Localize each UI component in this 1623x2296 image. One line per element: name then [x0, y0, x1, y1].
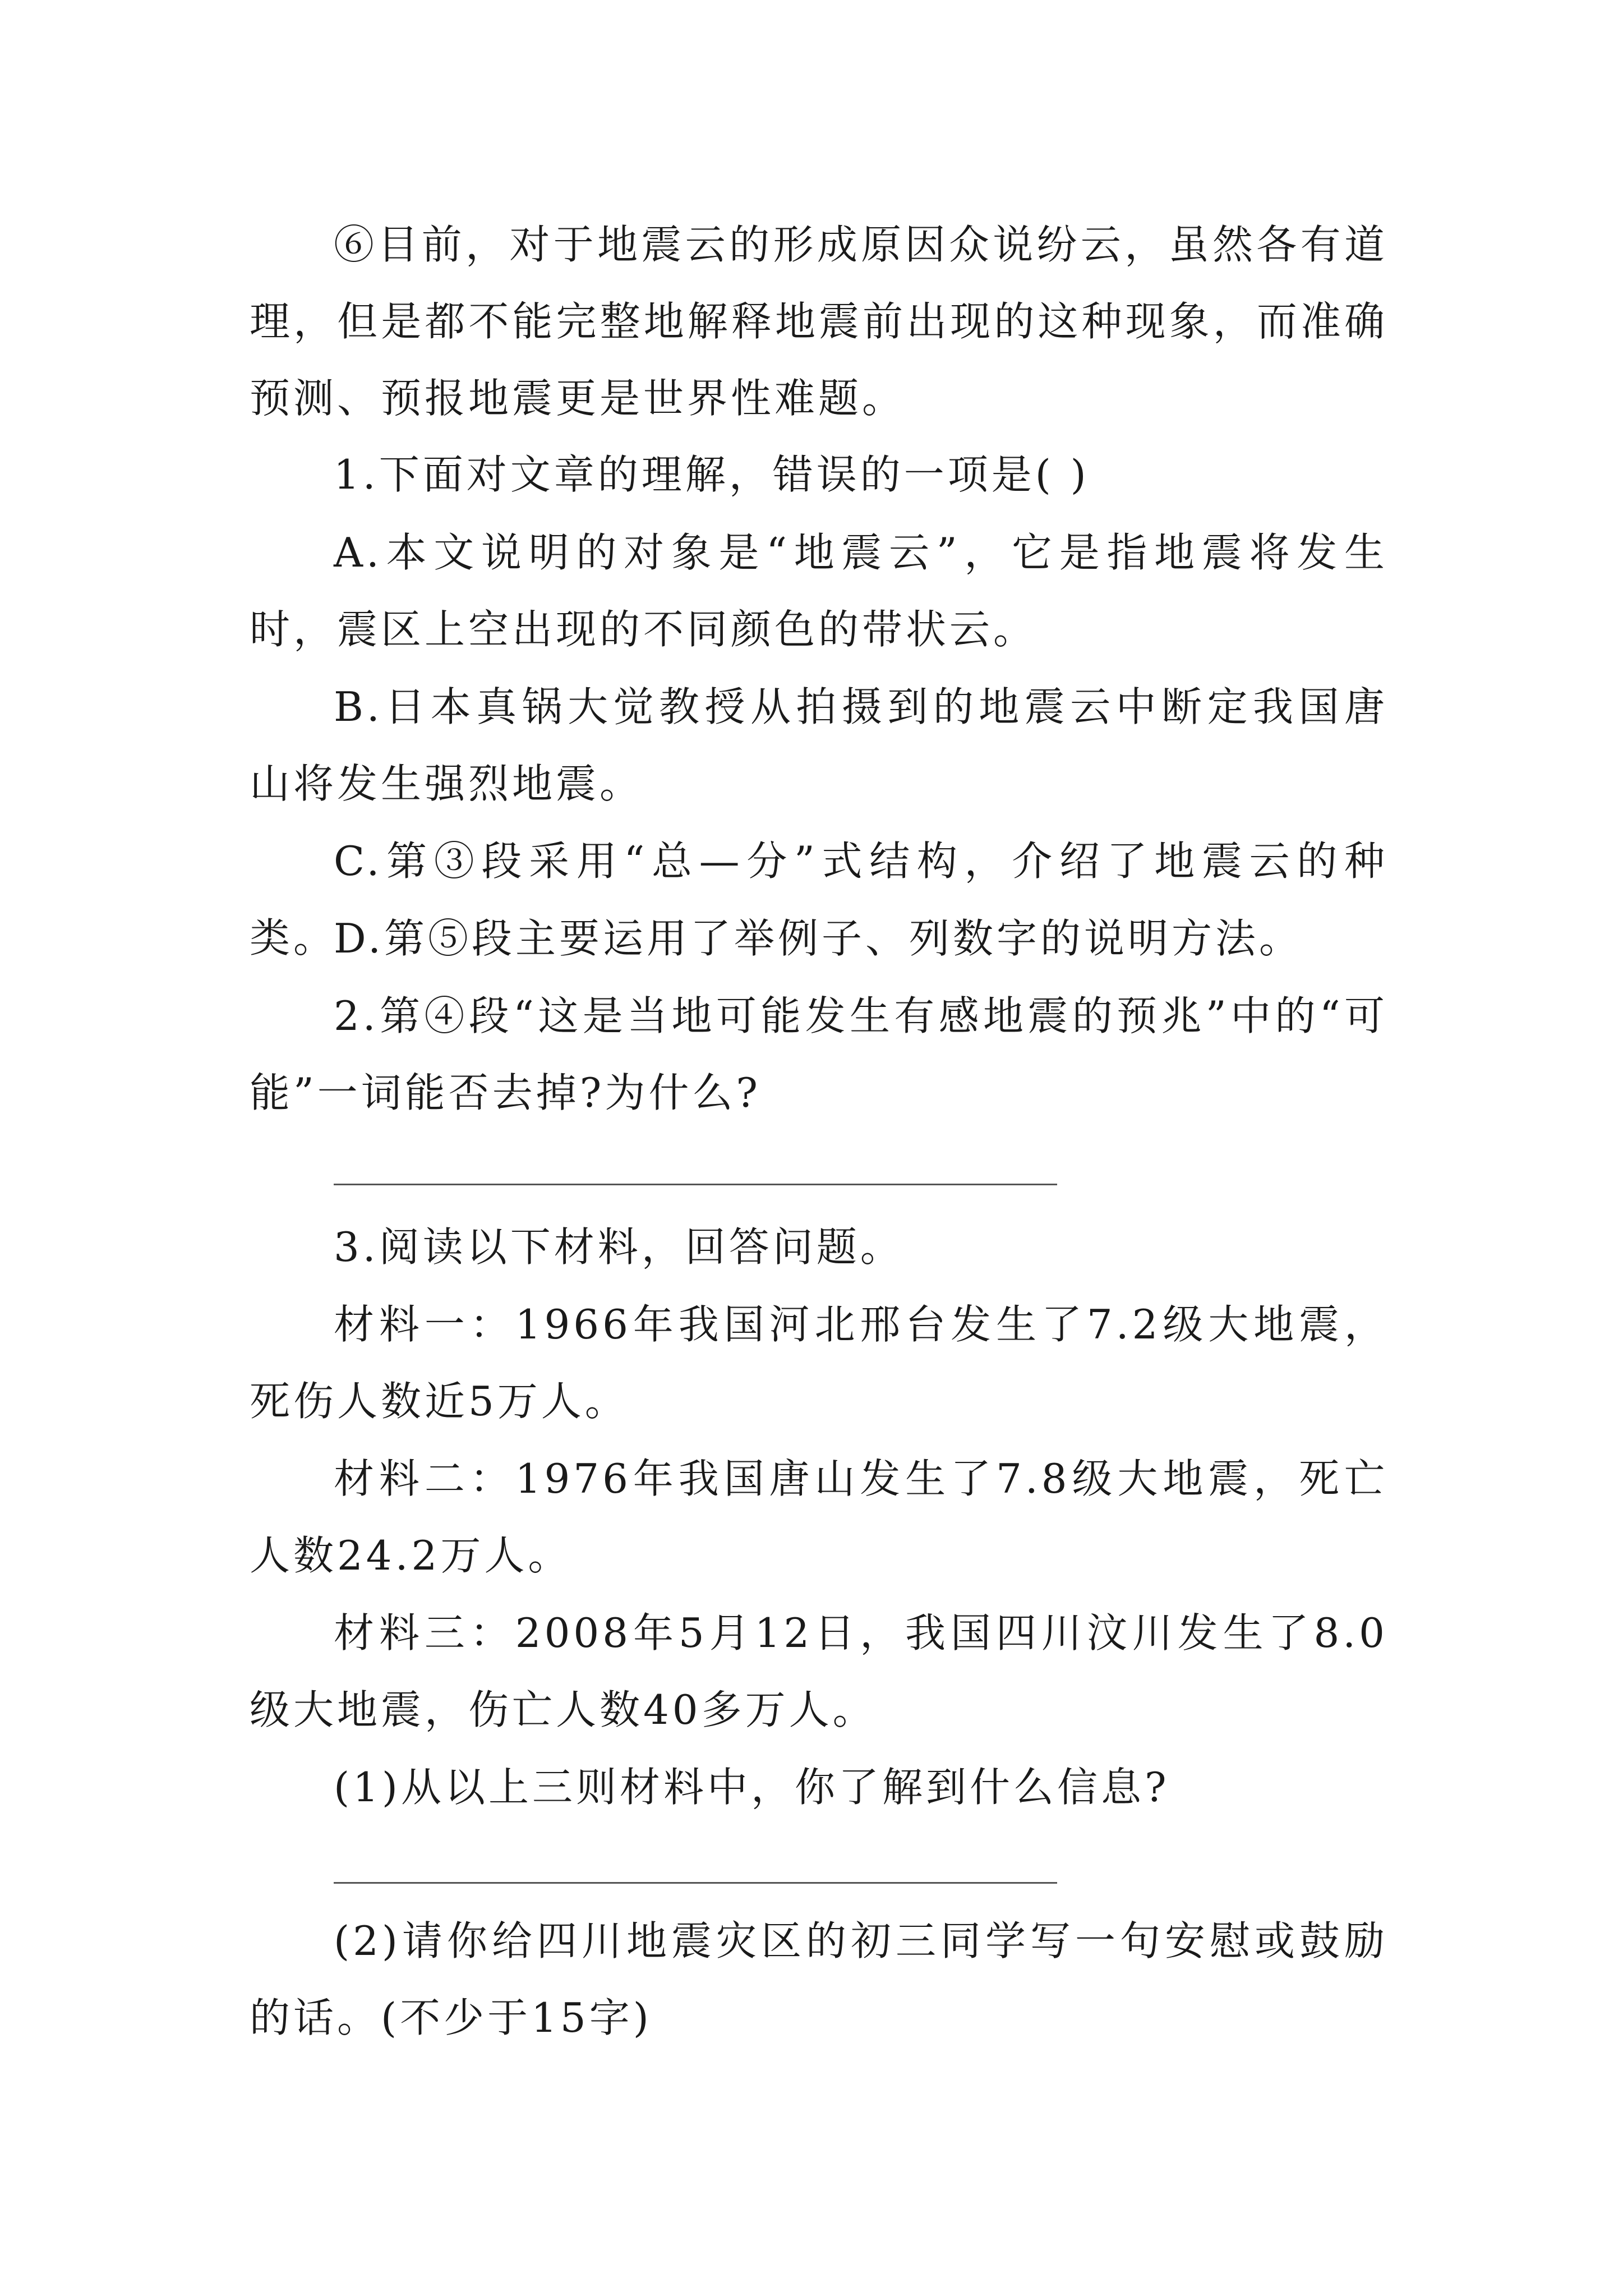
question-3-stem: 3.阅读以下材料，回答问题。 — [334, 1223, 904, 1271]
question-2-answer-line[interactable] — [334, 1184, 1057, 1185]
question-3-part-1: (1)从以上三则材料中，你了解到什么信息? — [334, 1764, 1170, 1811]
question-1-option-c: C.第③段采用“总—分”式结构，介绍了地震云的种类。 — [250, 838, 1388, 961]
question-1-stem: 1.下面对文章的理解，错误的一项是( ) — [334, 451, 1090, 498]
paragraph-6: ⑥目前，对于地震云的形成原因众说纷云，虽然各有道理，但是都不能完整地解释地震前出现的这种现象，而准确预测、预报地震更是世界性难题。 — [250, 221, 1388, 422]
question-2-stem: 2.第④段“这是当地可能发生有感地震的预兆”中的“可能”一词能否去掉?为什么? — [250, 992, 1388, 1116]
question-3-part-1-answer-line[interactable] — [334, 1882, 1057, 1884]
material-3: 材料三：2008年5月12日，我国四川汶川发生了8.0级大地震，伤亡人数40多万人。 — [250, 1609, 1388, 1733]
question-1-option-a: A.本文说明的对象是“地震云”，它是指地震将发生时，震区上空出现的不同颜色的带状云。 — [250, 529, 1388, 653]
material-1: 材料一：1966年我国河北邢台发生了7.2级大地震，死伤人数近5万人。 — [250, 1301, 1388, 1425]
question-1-option-b: B.日本真锅大觉教授从拍摄到的地震云中断定我国唐山将发生强烈地震。 — [250, 683, 1388, 807]
question-3-part-2: (2)请你给四川地震灾区的初三同学写一句安慰或鼓励的话。(不少于15字) — [250, 1917, 1388, 2041]
question-1-option-d: D.第⑤段主要运用了举例子、列数字的说明方法。 — [334, 915, 1303, 962]
material-2: 材料二：1976年我国唐山发生了7.8级大地震，死亡人数24.2万人。 — [250, 1455, 1388, 1579]
